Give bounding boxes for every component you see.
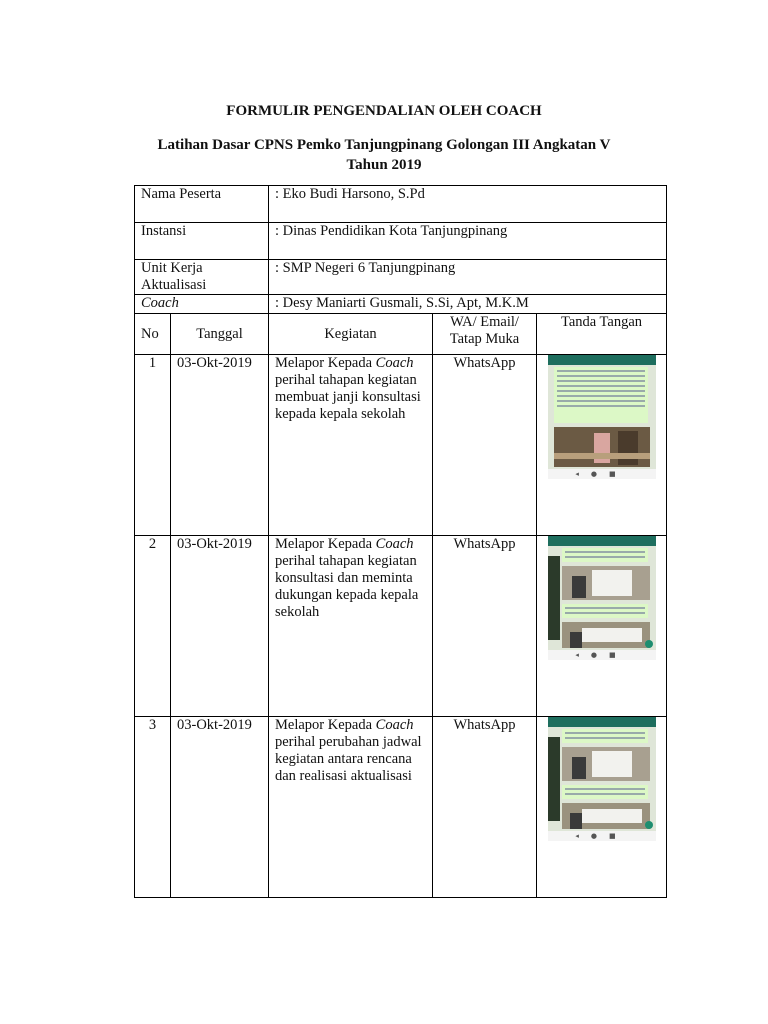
row-no: 1 [135,355,171,536]
row-no: 3 [135,717,171,898]
row-media: WhatsApp [433,717,537,898]
header-tanggal: Tanggal [171,314,269,355]
header-tanda-tangan: Tanda Tangan [537,314,667,355]
row-kegiatan: Melapor Kepada Coach perihal tahapan kegiatan membuat janji konsultasi kepada kepala sekolah [269,355,433,536]
row-tanggal: 03-Okt-2019 [171,717,269,898]
header-media [433,314,537,355]
nama-value: : Eko Budi Harsono, S.Pd [269,186,667,223]
whatsapp-screenshot-image: ◂●■ [548,536,656,660]
form-title: FORMULIR PENGENDALIAN OLEH COACH [226,103,542,119]
unit-label-line-2: Aktualisasi [141,277,207,293]
row-kegiatan: Melapor Kepada Coach perihal perubahan jadwal kegiatan antara rencana dan realisasi aktualisasi [269,717,433,898]
subtitle-line-1: Latihan Dasar CPNS Pemko Tanjungpinang Golongan III Angkatan V [157,137,611,153]
table-row [135,355,667,536]
subtitle-line-2: Tahun 2019 [346,157,422,173]
coach-label: Coach [135,295,269,314]
control-form-table [134,185,667,898]
form-subtitle [0,135,768,175]
row-instansi [135,223,667,260]
table-row [135,717,667,898]
row-unit-kerja [135,260,667,295]
unit-label [135,260,269,295]
whatsapp-screenshot-image: ◂●■ [548,717,656,841]
row-media: WhatsApp [433,536,537,717]
row-coach [135,295,667,314]
header-no: No [135,314,171,355]
row-tanggal: 03-Okt-2019 [171,355,269,536]
row-no: 2 [135,536,171,717]
row-signature [537,536,667,717]
instansi-value: : Dinas Pendidikan Kota Tanjungpinang [269,223,667,260]
instansi-label: Instansi [135,223,269,260]
row-signature [537,355,667,536]
row-tanggal: 03-Okt-2019 [171,536,269,717]
nama-label: Nama Peserta [135,186,269,223]
row-nama-peserta [135,186,667,223]
whatsapp-screenshot-image: ◂●■ [548,355,656,479]
unit-value: : SMP Negeri 6 Tanjungpinang [269,260,667,295]
row-media: WhatsApp [433,355,537,536]
row-kegiatan: Melapor Kepada Coach perihal tahapan kegiatan konsultasi dan meminta dukungan kepada kepala sekolah [269,536,433,717]
coach-value: : Desy Maniarti Gusmali, S.Si, Apt, M.K.M [269,295,667,314]
table-row [135,536,667,717]
row-signature [537,717,667,898]
header-media-line-2: Tatap Muka [449,331,520,347]
unit-label-line-1: Unit Kerja [141,260,203,276]
header-kegiatan: Kegiatan [269,314,433,355]
header-media-line-1: WA/ Email/ [450,314,519,330]
table-header-row [135,314,667,355]
